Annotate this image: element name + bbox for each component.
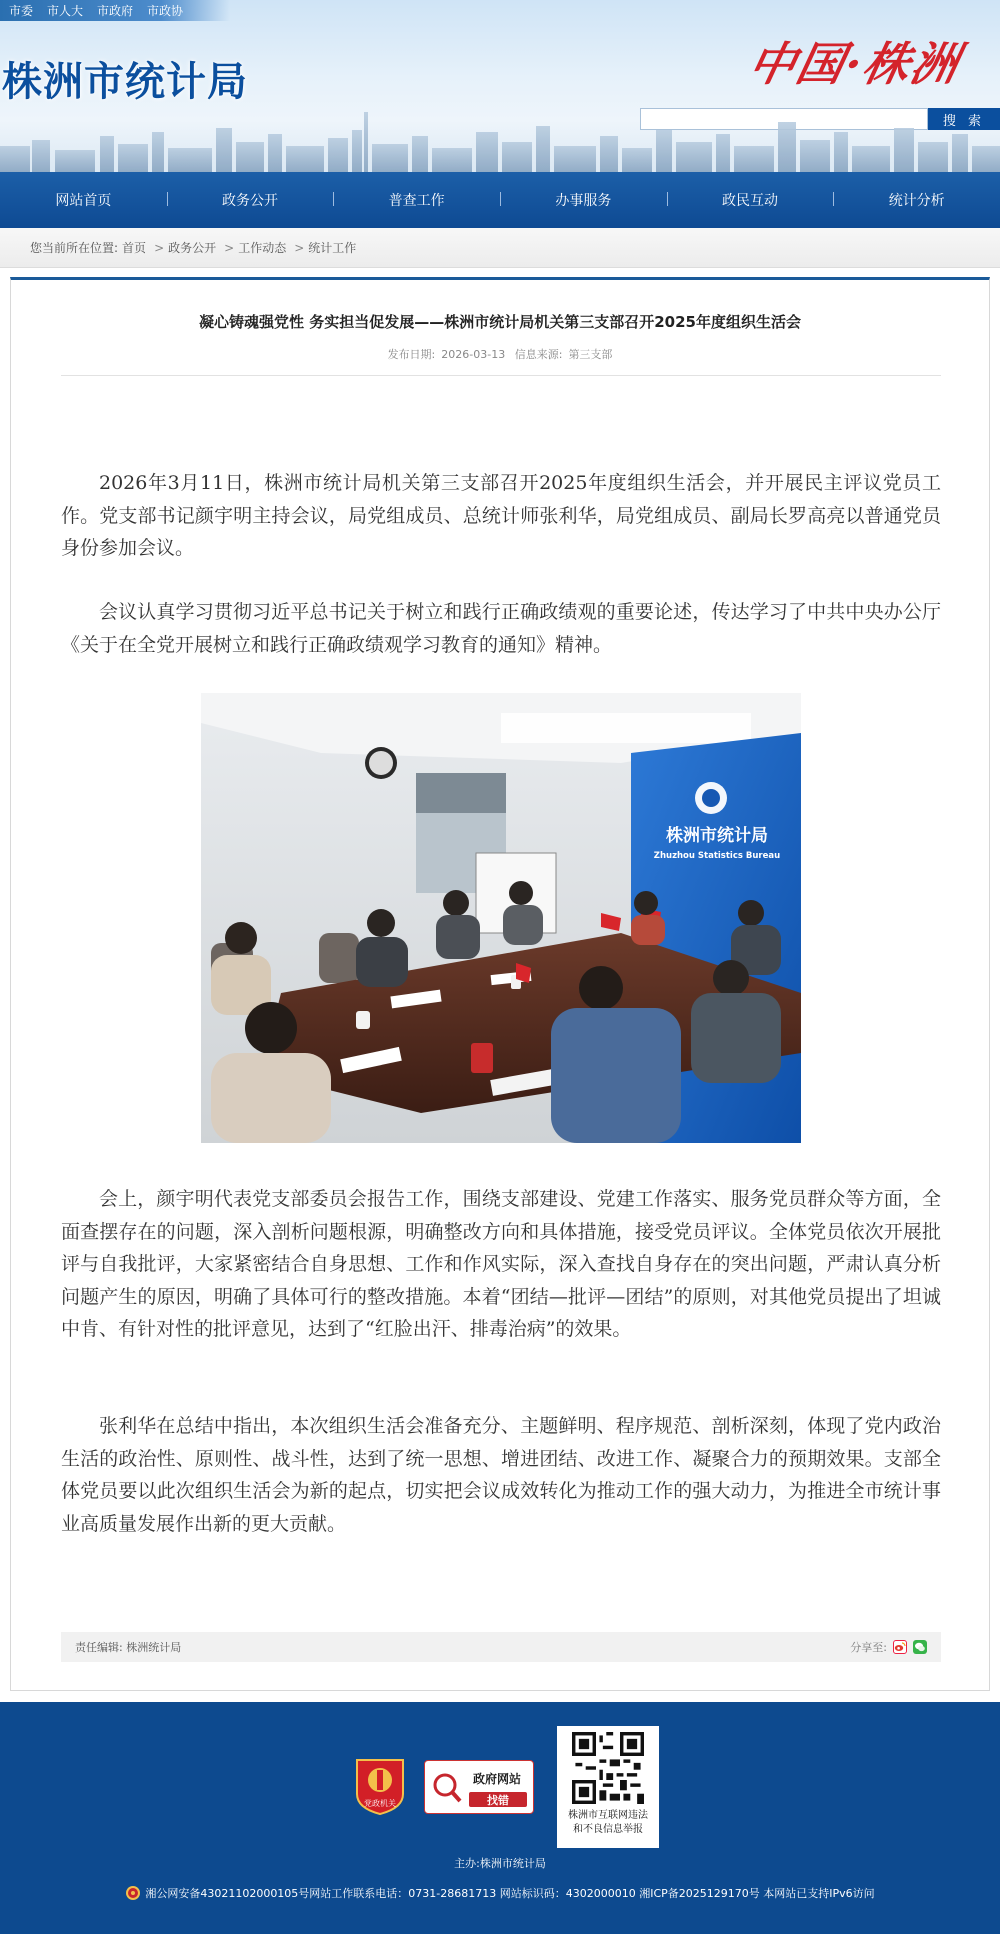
editor-name: 株洲统计局 [126, 1641, 182, 1654]
editor-bar [61, 1632, 941, 1662]
nav-item-home[interactable]: 网站首页 [55, 193, 112, 209]
article-title: 凝心铸魂强党性 务实担当促发展——株洲市统计局机关第三支部召开2025年度组织生活会 [199, 313, 801, 331]
party-emblem-icon [353, 1756, 407, 1816]
publish-date: 2026-03-13 [441, 348, 506, 361]
title-divider [61, 375, 941, 376]
nav-item-government-affairs[interactable]: 政务公开 [167, 190, 334, 210]
breadcrumb [0, 228, 1000, 268]
article-paragraph: 会上，颜宇明代表党支部委员会报告工作，围绕支部建设、党建工作落实、服务党员群众等方面，全面查摆存在的问题，深入剖析问题根源，明确整改方向和具体措施，接受党员评议。全体党员依次开展批评与自我批评，大家紧密结合自身思想、工作和作风实际，深入查找自身存在的突出问题，严肃认真分析问题产生的原因，明确了具体可行的整改措施。本着“团结—批评—团结”的原则，对其他党员提出了坦诚中肯、有针对性的批评意见，达到了“红脸出汗、排毒治病”的效果。 [61, 1188, 941, 1340]
meeting-photo [201, 693, 801, 1143]
weibo-share-icon[interactable] [893, 1640, 907, 1654]
wechat-share-icon[interactable] [913, 1640, 927, 1654]
article-paragraph: 张利华在总结中指出，本次组织生活会准备充分、主题鲜明、程序规范、剖析深刻，体现了党内政治生活的政治性、原则性、战斗性，达到了统一思想、增进团结、改进工作、凝聚合力的预期效果。支部全体党员要以此次组织生活会为新的起点，切实把会议成效转化为推动工作的强大动力，为推进全市统计事业高质量发展作出新的更大贡献。 [61, 1415, 941, 1535]
nav-item-services[interactable]: 办事服务 [500, 190, 667, 210]
article-paragraph: 会议认真学习贯彻习近平总书记关于树立和践行正确政绩观的重要论述，传达学习了中共中央办公厅《关于在全党开展树立和践行正确政绩观学习教育的通知》精神。 [61, 601, 941, 656]
breadcrumb-item-government-affairs[interactable]: 政务公开 [168, 241, 217, 255]
breadcrumb-separator: > [294, 240, 305, 255]
footer [0, 1702, 1000, 1934]
police-badge-icon [125, 1885, 141, 1901]
gov-website-error-report-badge[interactable] [424, 1760, 534, 1814]
article-paragraph: 2026年3月11日，株洲市统计局机关第三支部召开2025年度组织生活会，并开展民主评议党员工作。党支部书记颜宇明主持会议，局党组成员、总统计师张利华，局党组成员、副局长罗高亮以普通党员身份参加会议。 [61, 472, 941, 559]
share-label: 分享至: [850, 1641, 887, 1654]
share-area [850, 1639, 927, 1655]
qr-caption-line-2: 和不良信息举报 [573, 1824, 643, 1835]
gov-badge-top-label: 政府网站 [472, 1772, 522, 1786]
record-numbers[interactable]: 湘公网安备43021102000105号网站工作联系电话：0731-28681713 网站标识码：4302000010 湘ICP备2025129170号 本网站已支持IPv6访问 [145, 1887, 875, 1900]
breadcrumb-separator: > [224, 240, 235, 255]
site-records [0, 1885, 1000, 1901]
search-button[interactable]: 搜 索 [928, 108, 1000, 130]
photo-wall-sign-en: Zhuzhou Statistics Bureau [653, 851, 781, 861]
host-label: 主办: [454, 1857, 480, 1870]
meeting-photo-illustration [201, 693, 801, 1143]
top-link-cppcc[interactable]: 市政协 [147, 4, 184, 18]
magnifier-icon [425, 1761, 535, 1815]
publish-date-label: 发布日期: [387, 348, 436, 361]
breadcrumb-item-statistics-work[interactable]: 统计工作 [308, 241, 357, 255]
header-banner [0, 0, 1000, 172]
main-nav [0, 172, 1000, 228]
host-name: 株洲市统计局 [479, 1857, 546, 1870]
nav-item-census[interactable]: 普查工作 [333, 190, 500, 210]
nav-item-statistical-analysis[interactable]: 统计分析 [833, 190, 1000, 210]
photo-wall-sign-cn: 株洲市统计局 [666, 826, 768, 846]
source-label: 信息来源: [514, 348, 563, 361]
site-host [0, 1855, 1000, 1871]
editor-label: 责任编辑: [75, 1641, 123, 1654]
top-links [0, 0, 230, 21]
breadcrumb-separator: > [154, 240, 165, 255]
party-badge-label: 党政机关 [364, 1799, 396, 1808]
breadcrumb-item-home[interactable]: 首页 [122, 241, 147, 255]
qr-caption-line-1: 株洲市互联网违法 [568, 1810, 648, 1821]
party-government-badge[interactable] [353, 1756, 407, 1816]
nav-item-interaction[interactable]: 政民互动 [667, 190, 834, 210]
city-skyline-image [0, 102, 1000, 172]
site-title[interactable]: 株洲市统计局 [2, 59, 248, 105]
gov-badge-bottom-label: 找错 [487, 1794, 509, 1807]
source-value: 第三支部 [568, 348, 613, 361]
breadcrumb-prefix: 您当前所在位置: [30, 241, 119, 255]
report-qr-card[interactable] [557, 1726, 659, 1848]
top-link-party-committee[interactable]: 市委 [9, 4, 34, 18]
article-meta [11, 346, 989, 362]
qr-caption [557, 1809, 659, 1837]
qr-code-icon [572, 1732, 644, 1804]
article-container [10, 277, 990, 1691]
breadcrumb-item-work-news[interactable]: 工作动态 [238, 241, 287, 255]
top-link-government[interactable]: 市政府 [97, 4, 134, 18]
brand-logo: 中国·株洲 [743, 37, 966, 91]
editor-info [75, 1639, 181, 1655]
top-link-npc[interactable]: 市人大 [47, 4, 84, 18]
